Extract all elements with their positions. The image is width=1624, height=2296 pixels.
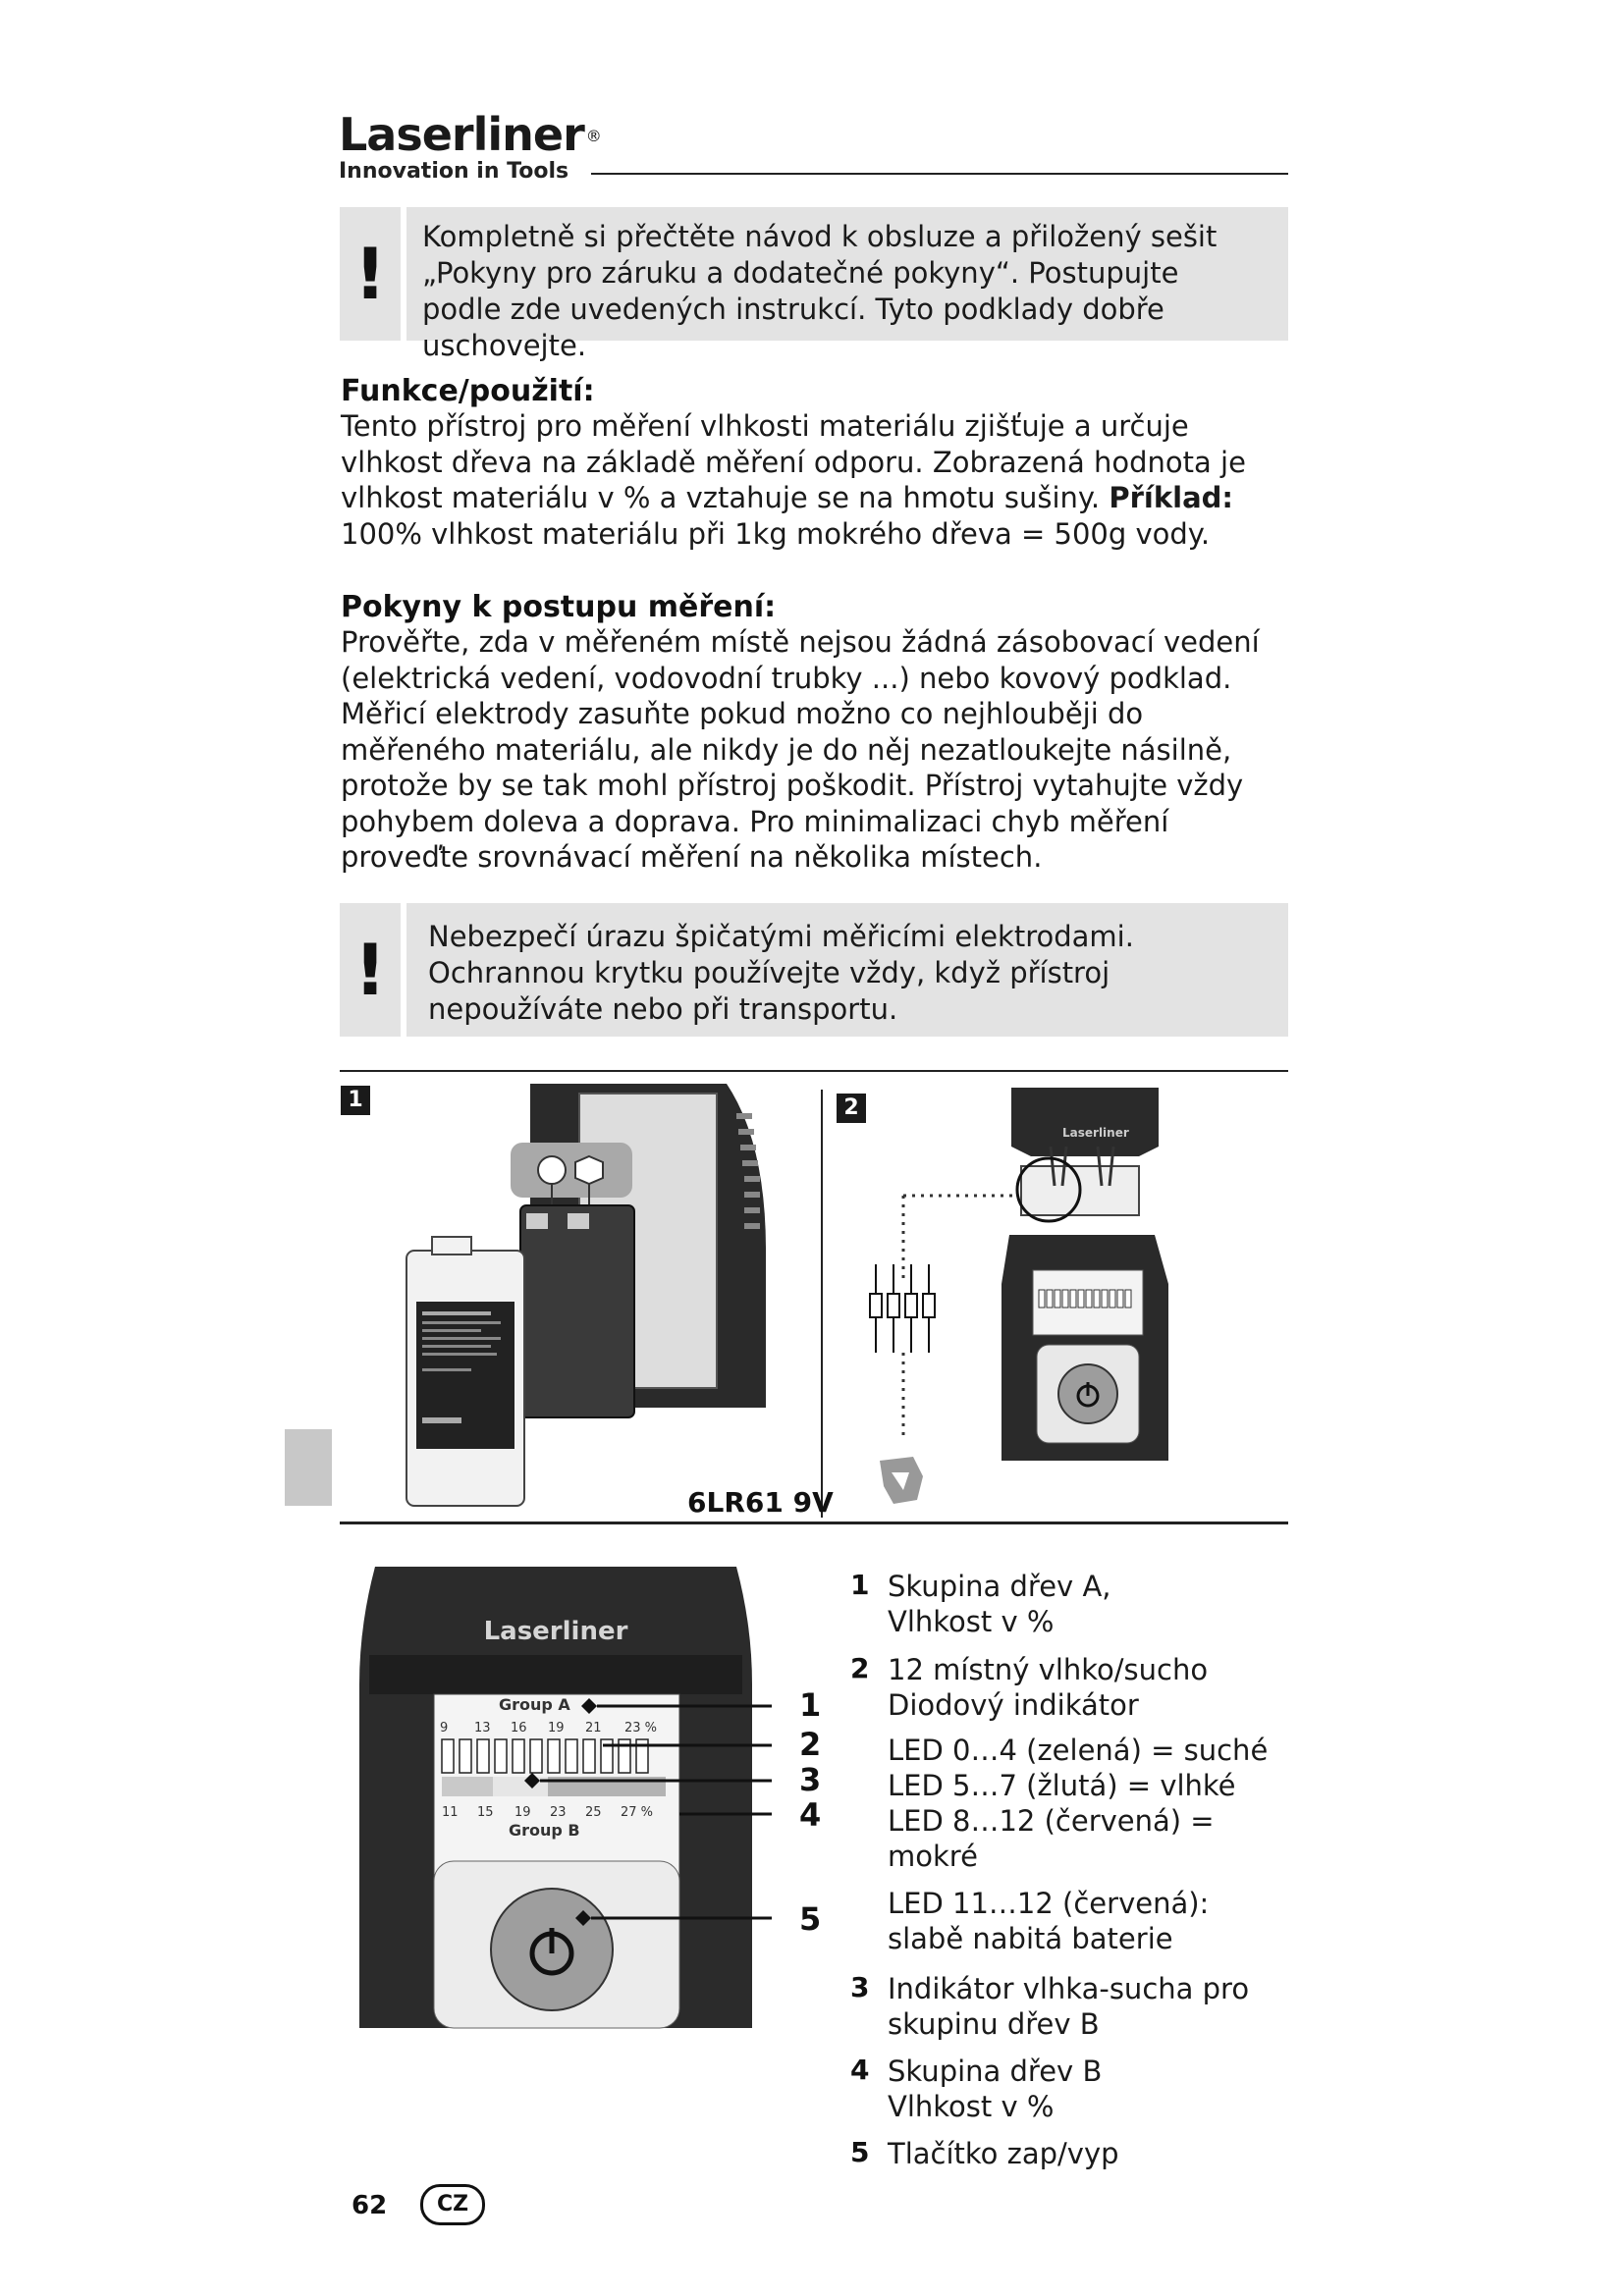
svg-text:13: 13 [474,1721,491,1735]
callout-1: 1 [799,1686,822,1724]
example-text: 100% vlhkost materiálu při 1kg mokrého dřeva = 500g vody. [341,516,1211,551]
svg-text:19: 19 [548,1721,565,1735]
svg-text:23 %: 23 % [624,1721,658,1735]
svg-text:Laserliner: Laserliner [1062,1126,1129,1140]
svg-text:19: 19 [514,1805,531,1820]
figure-bottom-rule [340,1522,1288,1524]
warning-mark-box-2 [340,903,401,1037]
chapter-tab [285,1429,332,1506]
battery-illustration [393,1084,815,1516]
measurement-heading: Pokyny k postupu měření: [341,590,777,624]
header-rule [591,173,1288,175]
callout-2: 2 [799,1726,822,1763]
device-front-illustration [340,1567,772,2048]
warning-text-2: Nebezpečí úrazu špičatými měřicími elektrodami. Ochrannou krytku používejte vždy, když přístroj nepoužíváte nebo při transportu. [428,920,1134,1026]
device-brand-text: Laserliner [483,1617,628,1646]
warning-box-2 [406,903,1288,1037]
callout-4: 4 [799,1796,822,1834]
svg-text:9: 9 [440,1721,449,1735]
battery-type-label: 6LR61 9V [687,1486,834,1519]
svg-text:27 %: 27 % [621,1805,654,1820]
svg-text:16: 16 [511,1721,527,1735]
brand-name: Laserliner ® [339,108,601,161]
function-text: Tento přístroj pro měření vlhkosti materiálu zjišťuje a určuje vlhkost dřeva na základě měření odporu. Zobrazená hodnota je vlhkost materiálu v % a vztahuje se na hmotu sušiny. Příklad: 100% vlhkost materiálu při 1kg mokrého dřeva = 500g vody. [341,409,1246,551]
warning-box [406,207,1288,362]
function-heading: Funkce/použití: [341,374,595,408]
group-b-label: Group B [509,1821,580,1840]
page-number: 62 [352,2191,388,2220]
electrode-illustration [844,1088,1198,1520]
callout-3: 3 [799,1761,822,1798]
warning-icon: ! [353,233,387,315]
figure-divider [821,1090,823,1518]
brand-tagline: Innovation in Tools [339,159,569,184]
example-label: Příklad: [1109,481,1234,514]
svg-text:25: 25 [585,1805,602,1820]
measurement-text: Prověřte, zda v měřeném místě nejsou žádná zásobovací vedení (elektrická vedení, vodovodní trubky ...) nebo kovový podklad. Měřicí elektrody zasuňte pokud možno co nejhlouběji do měřeného materiálu, ale nikdy je do něj nezatloukejte násilně, protože by se tak mohl přístroj poškodit. Přístroj vytahujte vždy pohybem doleva a doprava. Pro minimalizaci chyb měření proveďte srovnávací měření na několika místech. [341,625,1260,874]
brand-logo [339,110,601,185]
warning-mark-box [340,207,401,341]
svg-text:11: 11 [442,1805,459,1820]
registered-mark: ® [585,127,601,145]
svg-text:23: 23 [550,1805,567,1820]
group-a-label: Group A [499,1695,570,1714]
warning-icon: ! [353,929,387,1011]
figure-2-label: 2 [837,1094,866,1123]
language-badge: CZ [420,2184,485,2225]
warning-text: Kompletně si přečtěte návod k obsluze a přiložený sešit „Pokyny pro záruku a dodatečné pokyny“. Postupujte podle zde uvedených instrukcí. Tyto podklady dobře uschovejte. [422,220,1218,362]
callout-5: 5 [799,1900,822,1938]
svg-text:15: 15 [477,1805,494,1820]
figure-top-rule [340,1070,1288,1072]
figure-1-label: 1 [341,1086,370,1115]
svg-text:21: 21 [585,1721,602,1735]
